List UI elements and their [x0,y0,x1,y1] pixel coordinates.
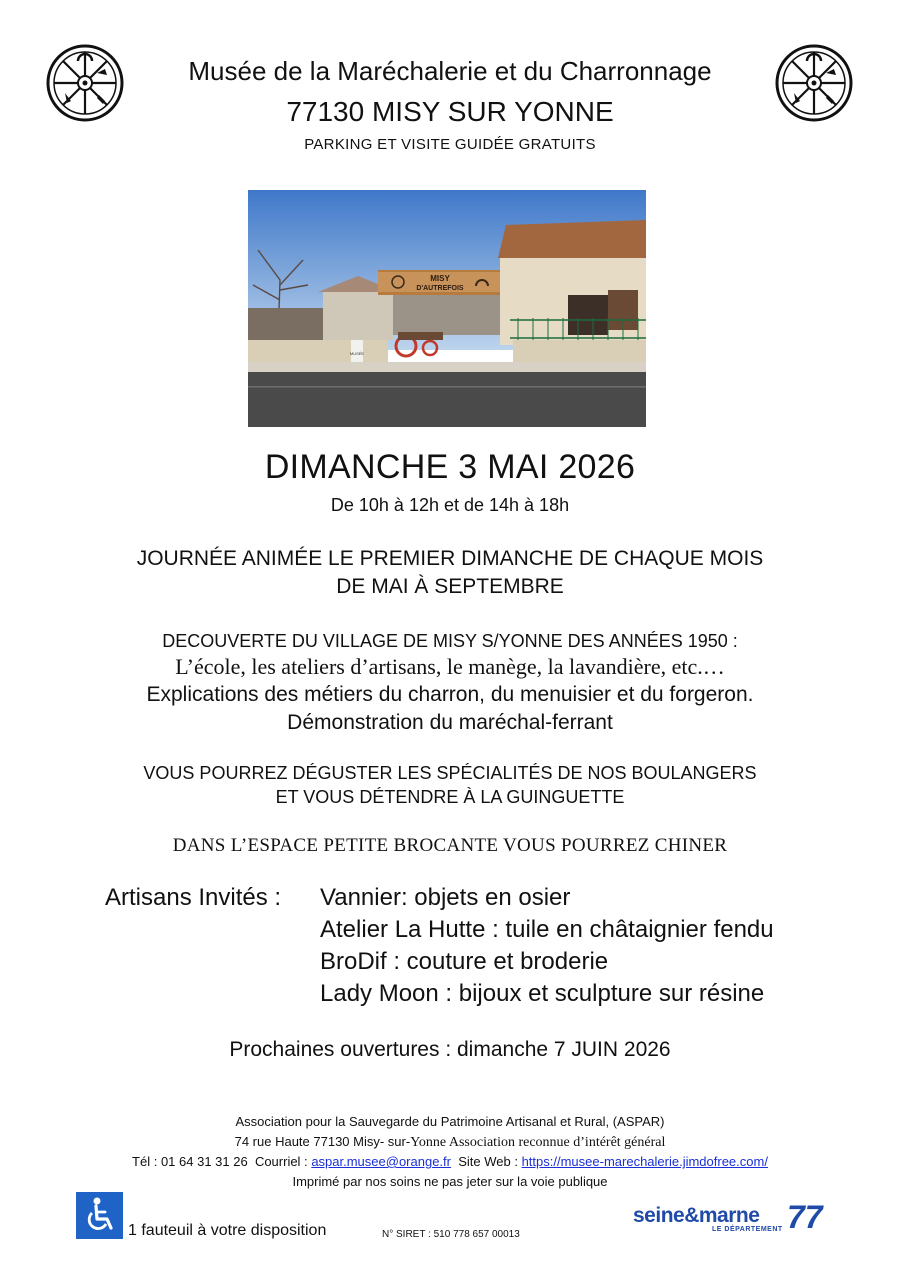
decouverte-line3: Démonstration du maréchal-ferrant [287,711,613,734]
artisans-label: Artisans Invités : [105,884,282,911]
sign-line1: MISY [430,274,450,283]
decouverte-title: DECOUVERTE DU VILLAGE DE MISY S/YONNE DES ANNÉES 1950 : [162,631,738,651]
museum-post-label: MUSÉE [349,351,365,356]
footer-association: Association pour la Sauvegarde du Patrimoine Artisanal et Rural, (ASPAR) [235,1114,665,1129]
next-openings: Prochaines ouvertures : dimanche 7 JUIN 2026 [229,1038,671,1061]
siret-number: N° SIRET : 510 778 657 00013 [382,1229,520,1240]
journee-line1: JOURNÉE ANIMÉE LE PREMIER DIMANCHE DE CHAQUE MOIS [136,547,764,570]
footer-courriel-label: Courriel : [254,1154,308,1169]
journee-line2: DE MAI À SEPTEMBRE [336,575,564,598]
email-link[interactable]: aspar.musee@orange.fr [311,1154,451,1169]
footer-address [0,1134,900,1151]
wheelchair-availability: 1 fauteuil à votre disposition [128,1222,327,1239]
artisan-item: BroDif : couture et broderie [320,948,609,975]
website-link[interactable]: https://musee-marechalerie.jimdofree.com/ [521,1154,768,1169]
event-date-title: DIMANCHE 3 MAI 2026 [264,448,636,486]
decouverte-line1: L’école, les ateliers d’artisans, le manège, la lavandière, etc.… [175,654,725,679]
footer-address-street: 74 rue Haute 77130 Misy- sur- [234,1134,411,1149]
museum-photo [248,190,646,427]
department-logo-sub: LE DÉPARTEMENT [712,1226,783,1233]
event-hours: De 10h à 12h et de 14h à 18h [330,495,570,515]
degustation-line1: VOUS POURREZ DÉGUSTER LES SPÉCIALITÉS DE NOS BOULANGERS [143,763,757,783]
sign-line2: D'AUTREFOIS [416,285,464,292]
department-logo-number: 77 [787,1199,823,1234]
museum-title: Musée de la Maréchalerie et du Charronnage [188,56,712,86]
department-logo-name: seine&marne [633,1204,760,1227]
decouverte-line2: Explications des métiers du charron, du menuisier et du forgeron. [146,683,754,706]
museum-location: 77130 MISY SUR YONNE [286,96,614,127]
degustation-line2: ET VOUS DÉTENDRE À LA GUINGUETTE [275,787,625,807]
footer-print-notice: Imprimé par nos soins ne pas jeter sur la voie publique [292,1174,608,1189]
footer-address-association: Yonne Association reconnue d’intérêt général [410,1135,666,1150]
artisan-item: Atelier La Hutte : tuile en châtaignier fendu [320,916,774,943]
artisan-item: Vannier: objets en osier [320,884,571,911]
parking-visit-info: PARKING ET VISITE GUIDÉE GRATUITS [304,136,596,153]
wheelchair-icon [76,1192,123,1239]
department-number-logo [787,1198,827,1234]
brocante-text: DANS L’ESPACE PETITE BROCANTE VOUS POURREZ CHINER [172,835,728,856]
footer-tel: Tél : 01 64 31 31 26 [132,1154,248,1169]
footer-contact [0,1154,900,1169]
footer-site-label: Site Web : [458,1154,518,1169]
artisan-item: Lady Moon : bijoux et sculpture sur résine [320,980,765,1007]
